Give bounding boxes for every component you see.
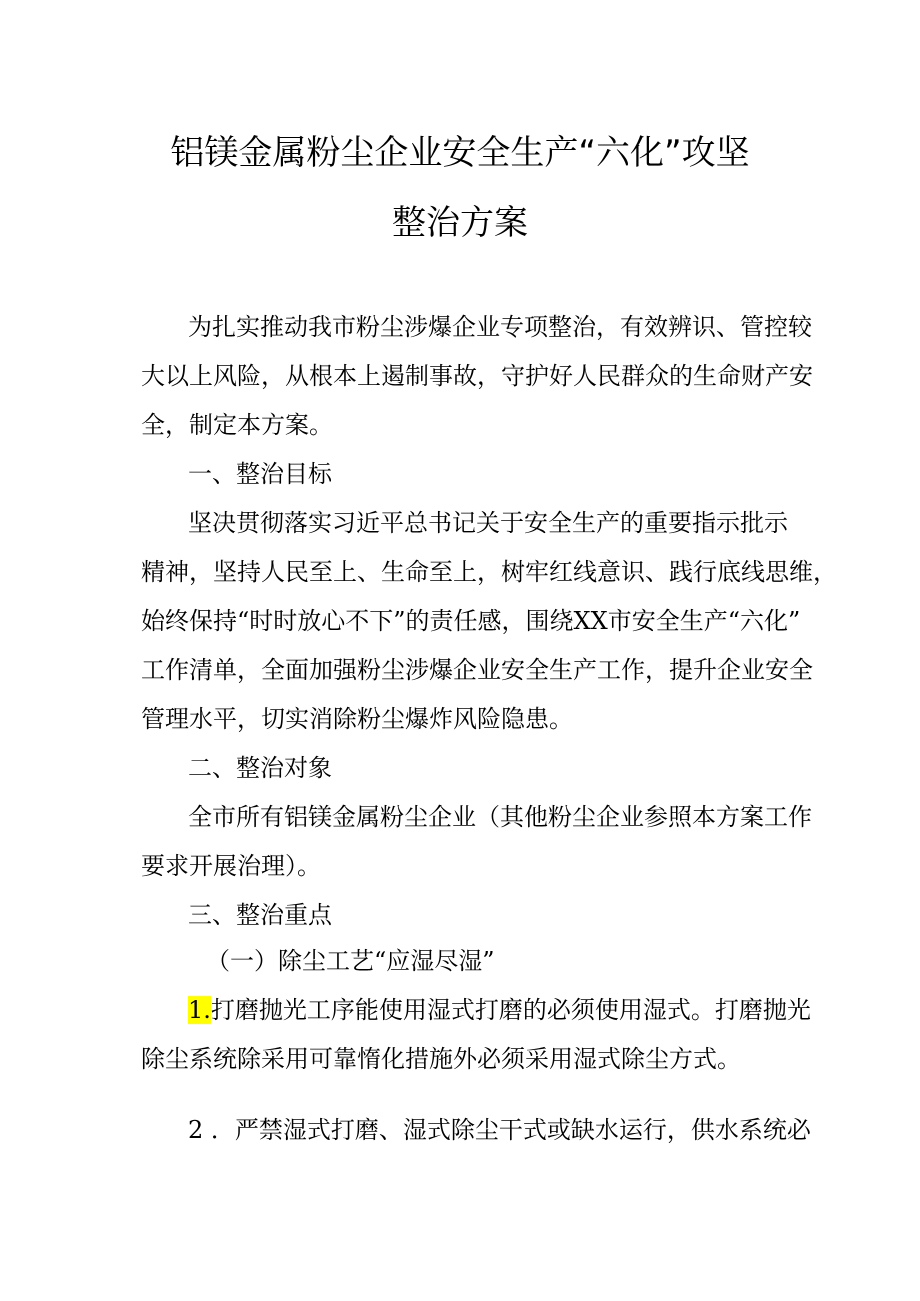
section1-line-3: 始终保持“时时放心不下”的责任感，围绕XX市安全生产“六化” (141, 607, 801, 635)
section1-line-2: 精神，坚持人民至上、生命至上，树牢红线意识、践行底线思维， (141, 558, 837, 586)
section-heading-2: 二、整治对象 (188, 754, 332, 782)
section-heading-1: 一、整治目标 (188, 460, 332, 488)
intro-line-3: 全，制定本方案。 (141, 411, 333, 439)
item2-line-1: 2 ．严禁湿式打磨、湿式除尘干式或缺水运行，供水系统必 (188, 1116, 811, 1144)
item1-number-highlight: 1. (188, 996, 211, 1024)
section2-line-2: 要求开展治理）。 (141, 852, 321, 880)
section1-line-4: 工作清单，全面加强粉尘涉爆企业安全生产工作，提升企业安全 (141, 656, 813, 684)
section2-line-1: 全市所有铝镁金属粉尘企业（其他粉尘企业参照本方案工作 (188, 803, 812, 831)
section-heading-3: 三、整治重点 (188, 901, 332, 929)
section1-line-1: 坚决贯彻落实习近平总书记关于安全生产的重要指示批示 (188, 509, 788, 537)
item1-line-2: 除尘系统除采用可靠惰化措施外必须采用湿式除尘方式。 (141, 1045, 741, 1073)
title-line-2: 整治方案 (392, 203, 528, 243)
title-line-1: 铝镁金属粉尘企业安全生产“六化”攻坚 (170, 133, 750, 173)
section1-line-5: 管理水平，切实消除粉尘爆炸风险隐患。 (141, 705, 573, 733)
item1-line-1-text: 打磨抛光工序能使用湿式打磨的必须使用湿式。打磨抛光 (210, 996, 811, 1024)
item1-line-1 (188, 994, 811, 1026)
intro-line-2: 大以上风险，从根本上遏制事故，守护好人民群众的生命财产安 (141, 362, 813, 390)
intro-line-1: 为扎实推动我市粉尘涉爆企业专项整治，有效辨识、管控较 (188, 313, 812, 341)
subsection-heading-1: （一）除尘工艺“应湿尽湿” (206, 947, 495, 975)
